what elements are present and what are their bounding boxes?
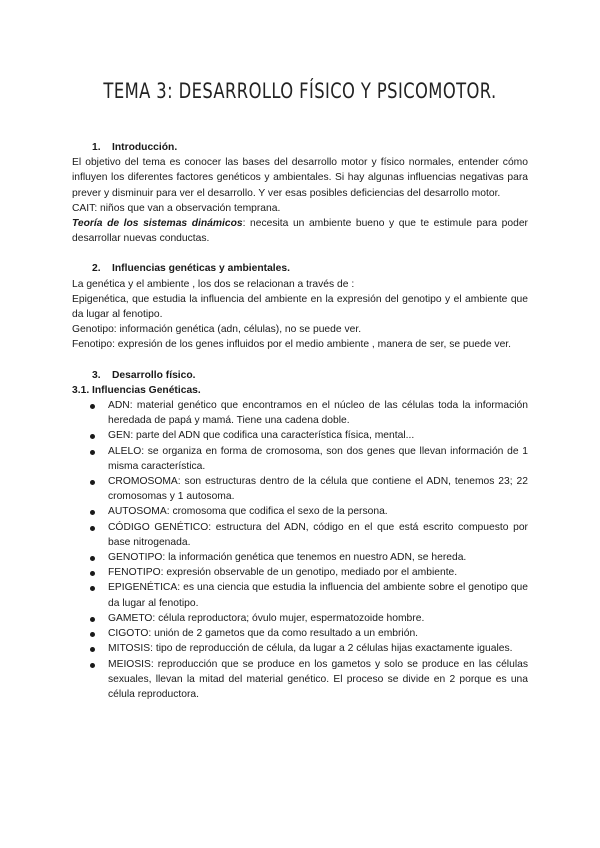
bullet-icon (90, 632, 95, 637)
list-item: GENOTIPO: la información genética que tenemos en nuestro ADN, se hereda. (72, 550, 528, 565)
bullet-icon (90, 617, 95, 622)
bullet-icon (90, 404, 95, 409)
paragraph: Fenotipo: expresión de los genes influidos por el medio ambiente , manera de ser, se puede ver. (72, 339, 512, 351)
paragraph: El objetivo del tema es conocer las bases del desarrollo motor y físico normales, entender cómo influyen los diferentes factores genéticos y ambientales. Si hay algunas influencias negativas para prever y disminuir para ver el desarrollo. Y ver esas posibles deficiencias del desarrollo motor. (72, 157, 528, 199)
paragraph: Genotipo: información genética (adn, células), no se puede ver. (72, 324, 362, 336)
bullet-icon (90, 480, 95, 485)
paragraph: Teoría de los sistemas dinámicos: necesita un ambiente bueno y que te estimule para poder desarrollar nuevas conductas. (72, 218, 528, 245)
bullet-icon (90, 434, 95, 439)
document-body (72, 140, 528, 702)
bullet-icon (90, 571, 95, 576)
list-item: CROMOSOMA: son estructuras dentro de la célula que contiene el ADN, tenemos 23; 22 cromosomas y 1 autosoma. (72, 474, 528, 504)
list-item: CIGOTO: unión de 2 gametos que da como resultado a un embrión. (72, 626, 528, 641)
list-item: GAMETO: célula reproductora; óvulo mujer, espermatozoide hombre. (72, 611, 528, 626)
list-item: ADN: material genético que encontramos en el núcleo de las células toda la información heredada de papá y mamá. Tiene una cadena doble. (72, 398, 528, 428)
bullet-icon (90, 556, 95, 561)
list-item: AUTOSOMA: cromosoma que codifica el sexo de la persona. (72, 504, 528, 519)
section-heading-introduccion: 1. Introducción. (92, 142, 178, 153)
section-heading-influencias: 2. Influencias genéticas y ambientales. (92, 263, 290, 275)
bullet-icon (90, 510, 95, 515)
paragraph: CAIT: niños que van a observación temprana. (72, 202, 281, 214)
bullet-icon (90, 586, 95, 591)
list-item: FENOTIPO: expresión observable de un genotipo, mediado por el ambiente. (72, 565, 528, 580)
list-item: ALELO: se organiza en forma de cromosoma, son dos genes que llevan información de 1 misma característica. (72, 444, 528, 474)
paragraph: La genética y el ambiente , los dos se relacionan a través de : (72, 278, 355, 290)
bullet-icon (90, 663, 95, 668)
page-title: TEMA 3: DESARROLLO FÍSICO Y PSICOMOTOR. (103, 79, 497, 103)
bullet-icon (90, 450, 95, 455)
definitions-list (72, 398, 528, 702)
subsection-heading: 3.1. Influencias Genéticas. (72, 384, 201, 396)
list-item: MITOSIS: tipo de reproducción de célula, da lugar a 2 células hijas exactamente iguales. (72, 641, 528, 656)
emphasis-term: Teoría de los sistemas dinámicos (72, 218, 243, 230)
list-item: EPIGENÉTICA: es una ciencia que estudia la influencia del ambiente sobre el genotipo que da lugar al fenotipo. (72, 580, 528, 610)
list-item: MEIOSIS: reproducción que se produce en los gametos y solo se produce en las células sexuales, llevan la mitad del material genético. El proceso se divide en 2 porque es una célula reproductora. (72, 657, 528, 703)
paragraph: Epigenética, que estudia la influencia del ambiente en la expresión del genotipo y el ambiente que da lugar al fenotipo. (72, 293, 528, 321)
section-heading-desarrollo-fisico: 3. Desarrollo físico. (92, 369, 196, 381)
bullet-icon (90, 526, 95, 531)
list-item: GEN: parte del ADN que codifica una característica física, mental... (72, 428, 528, 443)
list-item: CÓDIGO GENÉTICO: estructura del ADN, código en el que está escrito compuesto por base nitrogenada. (72, 520, 528, 550)
bullet-icon (90, 647, 95, 652)
